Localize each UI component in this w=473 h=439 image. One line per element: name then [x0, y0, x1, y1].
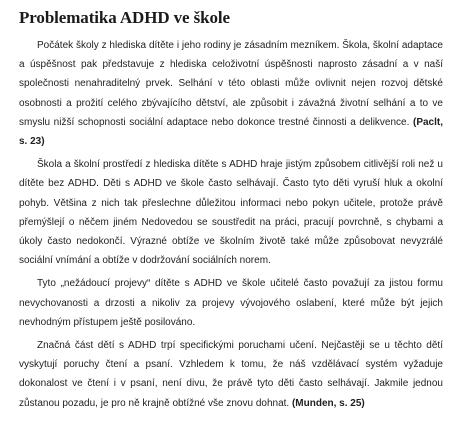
paragraph-school-start — [19, 36, 443, 151]
document-title: Problematika ADHD ve škole — [19, 8, 230, 27]
paragraph-text: Tyto „nežádoucí projevy“ dítěte s ADHD ve škole učitelé často považují za jistou formu nevychovanosti a drzosti a nikoliv za projevy vývojového oslabení, které může být jejich nevhodným přístupem ještě posilováno. — [19, 278, 443, 328]
paragraph-undesirable-behaviour — [19, 274, 443, 332]
paragraph-school-environment — [19, 155, 443, 270]
paragraph-learning-disorders — [19, 336, 443, 413]
document-body — [19, 36, 443, 417]
paragraph-text: Značná část dětí s ADHD trpí specifickými poruchami učení. Nejčastěji se u těchto dětí vyskytují poruchy čtení a psaní. Vzhledem k tomu, že náš vzdělávací systém vyžaduje dokonalost ve čtení i v psaní, není divu, že právě tyto děti často selhávají. Jakmile jednou zůstanou pozadu, je pro ně krajně obtížné vše znovu dohnat. — [19, 340, 443, 409]
citation-paclt: (Paclt, s. 23) — [19, 116, 443, 148]
citation-munden: (Munden, s. 25) — [291, 397, 365, 409]
paragraph-text: Počátek školy z hlediska dítěte i jeho rodiny je zásadním mezníkem. Škola, školní adaptace a úspěšnost pak představuje z hlediska celoživotní úspěšnosti naprosto zásadní a v naší společnosti nenahraditelný prvek. Selhání v této oblasti může ovlivnit nejen rozvoj dětské osobnosti a prožití celého zbývajícího dětství, ale způsobit i závažná životní selhání a to ve smyslu nižší schopnosti sociální adaptace nebo dokonce trestné činnosti a delikvence. — [19, 40, 443, 128]
paragraph-text: Škola a školní prostředí z hlediska dítěte s ADHD hraje jistým způsobem citlivější roli než u dítěte bez ADHD. Děti s ADHD ve škole často selhávají. Často tyto děti vyruší hluk a okolní pohyb. Většina z nich tak přeslechne důležitou informaci nebo pokyn učitele, protože právě přemýšlejí o něčem jiném Nedovedou se soustředit na práci, pracují povrchně, s chybami a úkoly často nedokončí. Výrazné obtíže ve školním životě také může způsobovat nevyzrálé sociální vnímání a obtíže v dodržování sociálních norem. — [19, 159, 443, 267]
